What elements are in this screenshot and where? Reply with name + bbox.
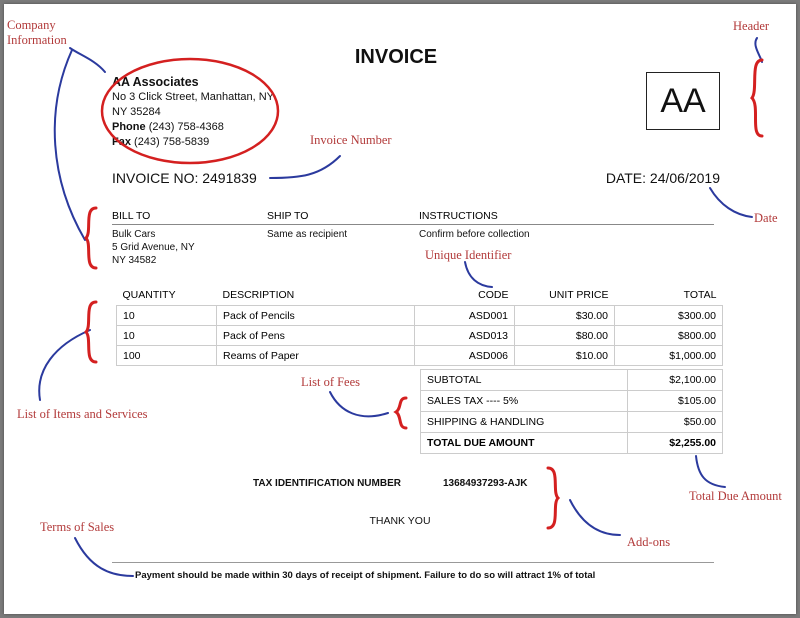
item-unit-price: $10.00 (515, 346, 615, 366)
fax-label: Fax (112, 136, 131, 148)
item-total: $1,000.00 (615, 346, 723, 366)
fee-row (421, 412, 723, 433)
tax-id-value: 13684937293-AJK (443, 478, 528, 489)
annotation-unique-identifier: Unique Identifier (425, 248, 512, 262)
item-unit-price: $30.00 (515, 306, 615, 326)
fee-row (421, 370, 723, 391)
annotation-add-ons: Add-ons (627, 535, 671, 549)
fax-value: (243) 758-5839 (134, 136, 210, 148)
annotation-invoice-number: Invoice Number (310, 133, 392, 147)
item-quantity: 100 (117, 346, 217, 366)
total-due-label: TOTAL DUE AMOUNT (421, 433, 628, 454)
instructions-value: Confirm before collection (419, 229, 530, 240)
fee-value: $50.00 (628, 412, 723, 433)
company-info (112, 74, 274, 150)
ship-to-value: Same as recipient (267, 229, 348, 240)
fee-value: $105.00 (628, 391, 723, 412)
terms-text: Payment should be made within 30 days of receipt of shipment. Failure to do so will attract 1% of total (135, 570, 596, 581)
annotation-list-of-items: List of Items and Services (17, 407, 148, 421)
table-row (117, 306, 723, 326)
item-code: ASD006 (415, 346, 515, 366)
code-header: CODE (478, 289, 509, 301)
tax-id-label: TAX IDENTIFICATION NUMBER (253, 478, 401, 489)
annotation-list-of-fees: List of Fees (301, 375, 361, 389)
item-total: $300.00 (615, 306, 723, 326)
company-fax (112, 135, 274, 150)
invoice-title: INVOICE (354, 46, 438, 68)
annotation-date: Date (754, 211, 778, 225)
item-quantity: 10 (117, 306, 217, 326)
invoice-date: DATE: 24/06/2019 (605, 170, 720, 186)
fee-label: SUBTOTAL (421, 370, 628, 391)
phone-label: Phone (112, 121, 146, 133)
total-due-row (421, 433, 723, 454)
item-unit-price: $80.00 (515, 326, 615, 346)
item-total: $800.00 (615, 326, 723, 346)
terms-divider (112, 562, 714, 563)
description-header: DESCRIPTION (222, 289, 295, 301)
annotation-terms-of-sales: Terms of Sales (40, 520, 115, 534)
bill-to-line-2: 5 Grid Avenue, NY (112, 242, 195, 253)
total-due-value: $2,255.00 (628, 433, 723, 454)
item-description: Pack of Pencils (217, 306, 415, 326)
fee-row (421, 391, 723, 412)
company-address-1: No 3 Click Street, Manhattan, NY (112, 91, 275, 103)
invoice-number: INVOICE NO: 2491839 (112, 170, 257, 186)
fee-label: SALES TAX ---- 5% (421, 391, 628, 412)
items-header-row (117, 285, 723, 306)
item-code: ASD001 (415, 306, 515, 326)
bill-to-header: BILL TO (112, 210, 151, 222)
bill-to-line-1: Bulk Cars (112, 229, 156, 240)
bill-to-line-3: NY 34582 (112, 255, 157, 266)
annotation-company-information (7, 18, 67, 48)
annotation-company-line-2: Information (7, 33, 67, 47)
qty-header: QUANTITY (122, 289, 176, 301)
phone-value: (243) 758-4368 (148, 121, 224, 133)
annotation-company-line-1: Company (7, 18, 56, 32)
item-quantity: 10 (117, 326, 217, 346)
annotation-total-due: Total Due Amount (689, 489, 782, 503)
table-row (117, 346, 723, 366)
company-logo (646, 72, 720, 130)
fee-label: SHIPPING & HANDLING (421, 412, 628, 433)
total-header: TOTAL (683, 289, 717, 301)
table-row (117, 326, 723, 346)
fees-table (420, 369, 723, 454)
fee-value: $2,100.00 (628, 370, 723, 391)
bill-headers (112, 210, 714, 225)
company-address-2: NY 35284 (112, 106, 161, 118)
logo-text: AA (660, 81, 706, 120)
item-code: ASD013 (415, 326, 515, 346)
instructions-header: INSTRUCTIONS (419, 210, 498, 222)
ship-to-header: SHIP TO (267, 210, 309, 222)
unit-price-header: UNIT PRICE (549, 289, 609, 301)
thank-you-text: THANK YOU (369, 515, 431, 527)
item-description: Reams of Paper (217, 346, 415, 366)
annotation-header: Header (733, 19, 770, 33)
company-name: AA Associates (112, 75, 199, 89)
company-phone (112, 120, 274, 135)
items-table (116, 285, 723, 366)
item-description: Pack of Pens (217, 326, 415, 346)
